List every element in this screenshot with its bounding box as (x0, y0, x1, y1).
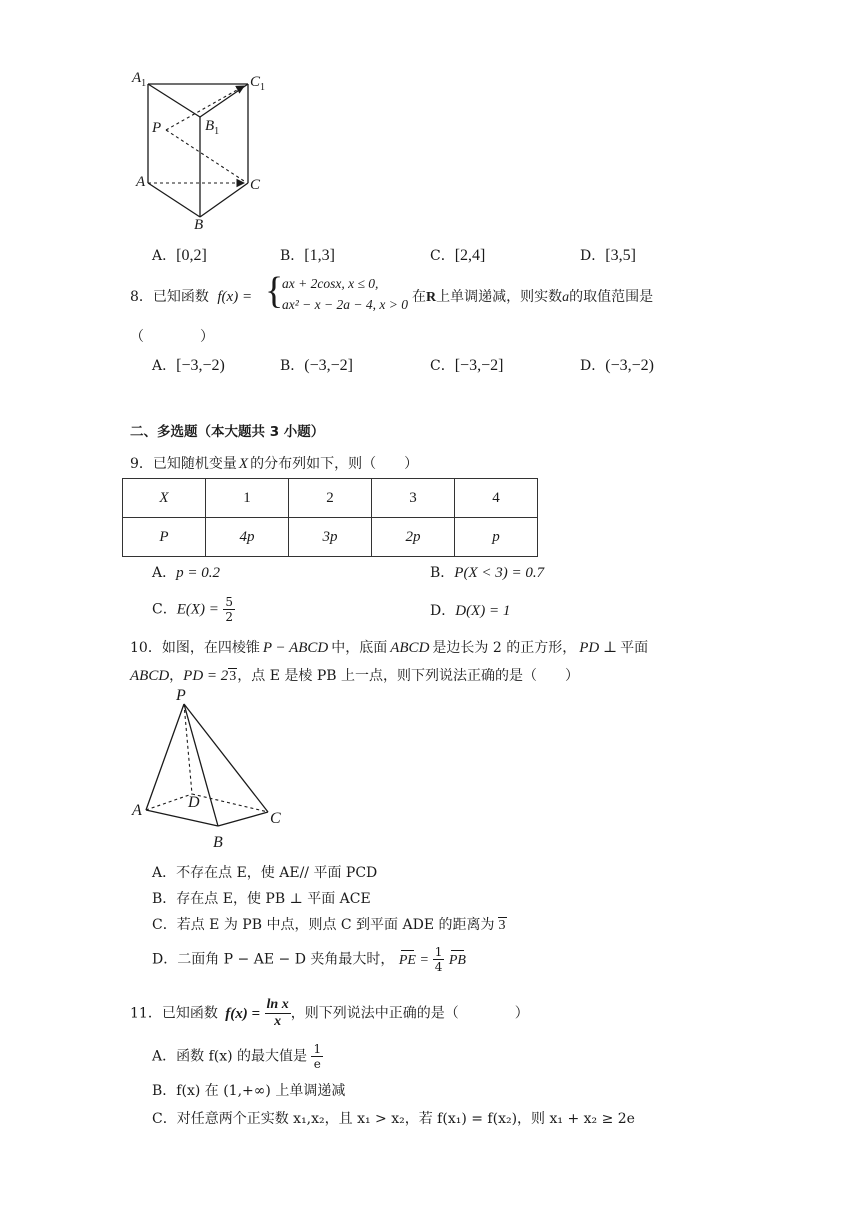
q11-stem: 11．已知函数 f(x) = $\frac{\text{ln x}}{x}$ ，则下列说法中正确的是（ ） (130, 997, 529, 1029)
q8-option-b[interactable]: B．(−3,−2] (280, 357, 353, 374)
q8-option-c[interactable]: C．[−3,−2] (430, 357, 504, 374)
label-A1: $A_1$ (132, 70, 147, 89)
q7-option-a[interactable]: A．[0,2] (152, 247, 207, 264)
table-cell: 2 (289, 479, 372, 518)
table-cell: P (123, 518, 206, 557)
table-cell: 4 (455, 479, 538, 518)
q11-option-b[interactable]: B．f(x) 在 (1,+∞) 上单调递减 (152, 1083, 346, 1099)
q8-brace: { (265, 270, 284, 312)
q9-stem: 9．已知随机变量 X 的分布列如下，则（ ） (130, 456, 419, 472)
section-title-multiple-choice: 二、多选题（本大题共 3 小题） (130, 424, 325, 440)
q10-stem-line1: 10．如图，在四棱锥 P − ABCD 中，底面 ABCD 是边长为 2 的正方形， PD ⊥ 平面 (130, 640, 649, 656)
label-A: A (136, 174, 146, 190)
label-P: P (152, 120, 162, 136)
distribution-table (122, 478, 538, 557)
q9-option-a[interactable]: A．p = 0.2 (152, 565, 220, 581)
fraction: $\frac{5}{2}$ (225, 595, 233, 624)
pyramid-figure (130, 690, 290, 830)
table-row (123, 518, 538, 557)
fraction: $\frac{1}{4}$ (434, 945, 443, 974)
q8-stem: 8．已知函数 f(x) = (130, 289, 253, 305)
table-cell: p (455, 518, 538, 557)
q10-option-a[interactable]: A．不存在点 E，使 AE// 平面 PCD (152, 865, 378, 881)
table-cell: 3 (372, 479, 455, 518)
label-C: C (250, 177, 261, 193)
q10-stem-line2: ABCD，PD = 23，点 E 是棱 PB 上一点，则下列说法正确的是（ ） (130, 668, 580, 684)
q10-option-b[interactable]: B．存在点 E，使 PB ⊥ 平面 ACE (152, 891, 371, 907)
table-cell: 2p (372, 518, 455, 557)
pyramid-label-A: A (132, 802, 142, 819)
fraction: $\frac{1}{e}$ (313, 1042, 322, 1071)
q7-option-d[interactable]: D．[3,5] (580, 247, 636, 264)
q11-option-c[interactable]: C．对任意两个正实数 x₁,x₂，且 x₁ > x₂，若 f(x₁) = f(x₂)，则 x₁ + x₂ ≥ 2e (152, 1111, 635, 1127)
table-cell: 3p (289, 518, 372, 557)
fraction: $\frac{\text{ln x}}{x}$ (266, 997, 289, 1029)
q9-option-d[interactable]: D．D(X) = 1 (430, 603, 511, 619)
q9-option-b[interactable]: B．P(X < 3) = 0.7 (430, 565, 545, 581)
q8-answer-paren: （ ） (130, 329, 214, 345)
q11-option-a[interactable]: A．函数 f(x) 的最大值是 $\frac{1}{e}$ (152, 1042, 322, 1071)
table-cell: 1 (206, 479, 289, 518)
q8-case1: ax + 2cosx, x ≤ 0, (282, 276, 379, 291)
q7-option-c[interactable]: C．[2,4] (430, 247, 486, 264)
q7-option-b[interactable]: B．[1,3] (280, 247, 335, 264)
q10-option-d[interactable]: D．二面角 P − AE − D 夹角最大时， PE = $\frac{1}{4}$ PB (152, 945, 466, 974)
q8-stem-tail: 在R上单调递减，则实数a的取值范围是 (412, 289, 654, 305)
q8-case2: ax² − x − 2a − 4, x > 0 (282, 297, 408, 312)
table-cell: 4p (206, 518, 289, 557)
label-C1: $C_1$ (250, 74, 266, 93)
q8-option-d[interactable]: D．(−3,−2) (580, 357, 654, 374)
pyramid-label-C: C (270, 810, 281, 827)
q8-option-a[interactable]: A．[−3,−2) (152, 357, 225, 374)
table-cell: X (123, 479, 206, 518)
pyramid-label-P: P (176, 687, 186, 704)
label-B1: $B_1$ (205, 118, 220, 137)
pyramid-label-D: D (188, 794, 200, 811)
q10-option-c[interactable]: C．若点 E 为 PB 中点，则点 C 到平面 ADE 的距离为 3 (152, 917, 506, 933)
pyramid-label-B: B (213, 834, 223, 851)
label-B: B (194, 217, 204, 233)
q9-option-c[interactable]: C．E(X) = $\frac{5}{2}$ (152, 595, 233, 624)
table-row (123, 479, 538, 518)
